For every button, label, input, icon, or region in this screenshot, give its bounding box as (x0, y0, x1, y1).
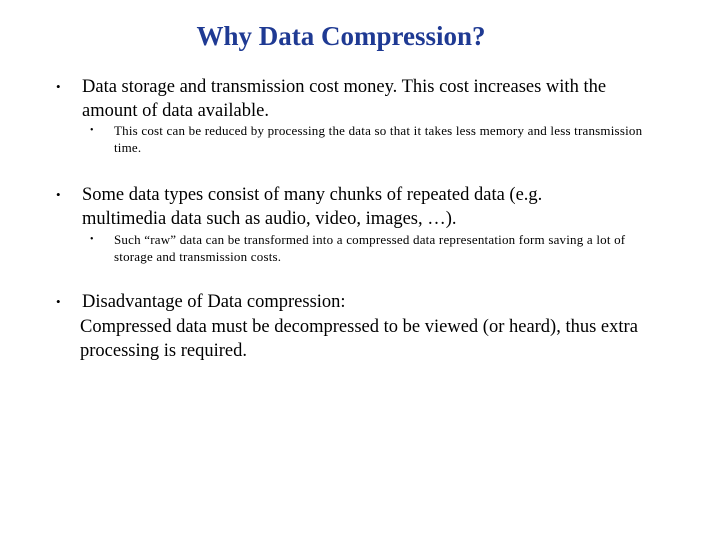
sub-bullet-text: This cost can be reduced by processing the data so that it takes less memory and less transmission time. (114, 123, 643, 155)
sub-bullet-text: Such “raw” data can be transformed into a compressed data representation form saving a lot of storage and transmission costs. (114, 232, 626, 264)
bullet-text-continued: Compressed data must be decompressed to be viewed (or heard), thus extra processing is required. (80, 317, 638, 361)
bullet-text: Data storage and transmission cost money. This cost increases with the amount of data available. (82, 77, 607, 121)
bullet-marker: • (56, 294, 61, 309)
bullet-text: Disadvantage of Data compression: (82, 292, 346, 312)
bullet-marker: • (56, 79, 61, 94)
sub-bullet-marker: • (90, 234, 94, 245)
bullet-marker: • (56, 187, 61, 202)
sub-bullet-marker: • (90, 125, 94, 136)
bullet-text: Some data types consist of many chunks of repeated data (e.g. multimedia data such as audio, video, images, …). (82, 185, 543, 229)
slide-title: Why Data Compression? (196, 21, 486, 51)
